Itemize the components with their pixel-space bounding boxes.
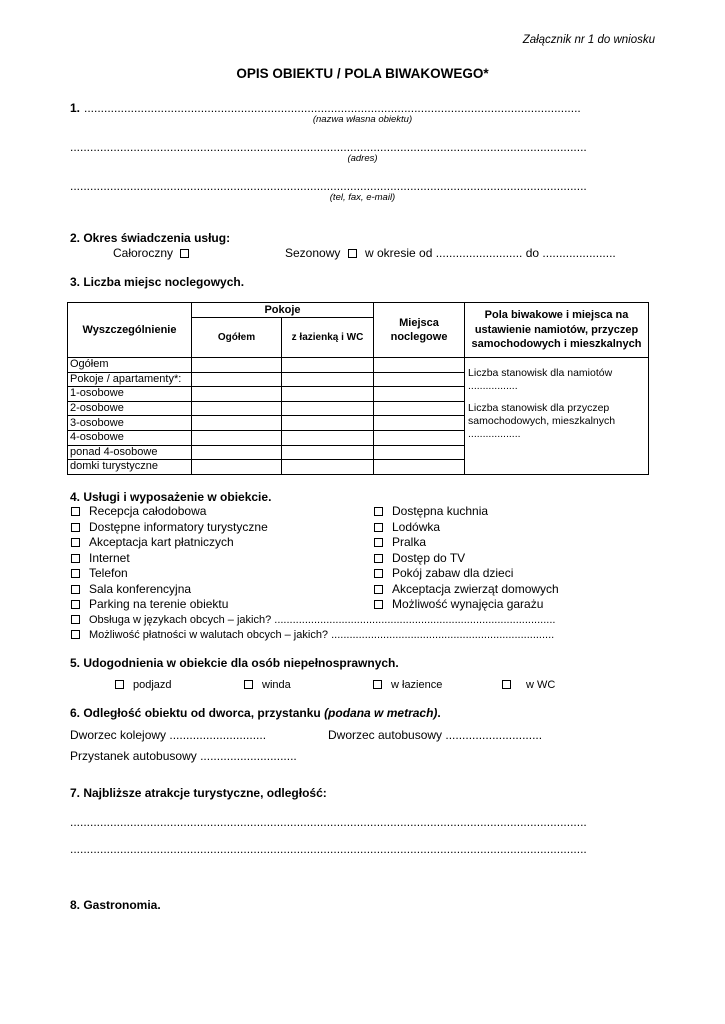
section5-heading: 5. Udogodnienia w obiekcie dla osób niepełnosprawnych.: [70, 656, 399, 670]
col-rooms-header: Pokoje: [192, 303, 374, 318]
service-checkbox[interactable]: [374, 585, 383, 594]
service-item[interactable]: [374, 520, 559, 536]
cell-beds[interactable]: [374, 460, 465, 475]
bathroom-label: w łazience: [391, 679, 443, 691]
ramp-checkbox[interactable]: [115, 680, 124, 689]
service-item[interactable]: [71, 535, 268, 551]
row-label: Ogółem: [68, 358, 192, 373]
service-item[interactable]: [71, 504, 268, 520]
service-checkbox[interactable]: [71, 569, 80, 578]
foreign-currency-label: Możliwość płatności w walutach obcych – jakich? .........................................................................: [89, 629, 555, 641]
foreign-language-checkbox[interactable]: [71, 615, 80, 624]
trailer-spots-field[interactable]: Liczba stanowisk dla przyczep samochodowych, mieszkalnych ..................: [468, 402, 616, 440]
page-title: OPIS OBIEKTU / POLA BIWAKOWEGO*: [236, 66, 489, 81]
service-label: Internet: [89, 550, 130, 565]
cell-bath[interactable]: [282, 387, 374, 402]
service-item[interactable]: [374, 566, 559, 582]
service-checkbox[interactable]: [374, 523, 383, 532]
elevator-label: winda: [262, 679, 291, 691]
section6-heading-text: 6. Odległość obiektu od dworca, przystanku: [70, 706, 325, 720]
bus-stop-field[interactable]: Przystanek autobusowy .............................: [70, 749, 297, 763]
service-checkbox[interactable]: [374, 554, 383, 563]
service-label: Akceptacja kart płatniczych: [89, 535, 234, 549]
bathroom-option[interactable]: [373, 679, 442, 691]
service-checkbox[interactable]: [374, 600, 383, 609]
col-bath-header: z łazienką i WC: [282, 318, 374, 358]
cell-total[interactable]: [192, 445, 282, 460]
contact-field[interactable]: ...........................................................................................................................................................: [70, 179, 587, 193]
col-camp-header: Pola biwakowe i miejsca na ustawienie namiotów, przyczep samochodowych i mieszkalnych: [465, 303, 649, 358]
cell-beds[interactable]: [374, 358, 465, 373]
section6-heading: [70, 706, 441, 720]
service-item[interactable]: [71, 597, 268, 613]
seasonal-label: Sezonowy: [285, 246, 341, 260]
accommodation-table: [67, 302, 649, 475]
cell-bath[interactable]: [282, 358, 374, 373]
foreign-currency-item[interactable]: [71, 628, 554, 644]
address-caption: (adres): [347, 153, 378, 164]
cell-total[interactable]: [192, 416, 282, 431]
object-name-caption: (nazwa własna obiektu): [312, 114, 413, 125]
service-label: Możliwość wynajęcia garażu: [392, 597, 544, 611]
service-checkbox[interactable]: [374, 569, 383, 578]
row-label: 2-osobowe: [68, 401, 192, 416]
contact-caption: (tel, fax, e-mail): [329, 192, 396, 203]
service-item[interactable]: [71, 582, 268, 598]
service-item[interactable]: [374, 551, 559, 567]
services-left-list: [71, 504, 268, 613]
service-item[interactable]: [374, 582, 559, 598]
service-checkbox[interactable]: [71, 554, 80, 563]
services-right-list: [374, 504, 559, 613]
rail-station-field[interactable]: Dworzec kolejowy .............................: [70, 728, 267, 742]
row-label: Pokoje / apartamenty*:: [68, 372, 192, 387]
cell-bath[interactable]: [282, 445, 374, 460]
object-name-field[interactable]: .....................................................................................................................................................: [84, 101, 581, 115]
address-field[interactable]: ...........................................................................................................................................................: [70, 140, 587, 154]
ramp-label: podjazd: [133, 679, 172, 691]
cell-beds[interactable]: [374, 387, 465, 402]
col-beds-header: Miejsca noclegowe: [374, 303, 465, 358]
camp-info-cell[interactable]: [465, 358, 649, 475]
service-label: Parking na terenie obiektu: [89, 597, 229, 611]
service-checkbox[interactable]: [71, 585, 80, 594]
cell-beds[interactable]: [374, 372, 465, 387]
cell-total[interactable]: [192, 372, 282, 387]
foreign-language-label: Obsługa w językach obcych – jakich? ............................................................................................: [89, 614, 556, 626]
service-label: Telefon: [89, 566, 128, 580]
cell-bath[interactable]: [282, 401, 374, 416]
service-item[interactable]: [374, 597, 559, 613]
service-label: Recepcja całodobowa: [89, 504, 207, 518]
season-period-field[interactable]: w okresie od .......................... do ......................: [365, 246, 616, 260]
ramp-option[interactable]: [115, 679, 172, 691]
attractions-field-1[interactable]: ...........................................................................................................................................................: [70, 815, 587, 829]
wc-label: w WC: [526, 679, 556, 691]
cell-bath[interactable]: [282, 372, 374, 387]
bathroom-checkbox[interactable]: [373, 680, 382, 689]
service-label: Lodówka: [392, 519, 441, 534]
service-item[interactable]: [374, 535, 559, 551]
wc-option[interactable]: [502, 679, 555, 691]
service-checkbox[interactable]: [71, 507, 80, 516]
seasonal-option[interactable]: [285, 246, 366, 260]
service-checkbox[interactable]: [71, 538, 80, 547]
section6-heading-unit: (podana w metrach): [324, 706, 438, 720]
service-item[interactable]: [71, 520, 268, 536]
service-label: Sala konferencyjna: [89, 581, 192, 596]
row-label: 3-osobowe: [68, 416, 192, 431]
cell-total[interactable]: [192, 430, 282, 445]
elevator-checkbox[interactable]: [244, 680, 253, 689]
cell-total[interactable]: [192, 401, 282, 416]
service-checkbox[interactable]: [71, 523, 80, 532]
cell-total[interactable]: [192, 358, 282, 373]
foreign-currency-checkbox[interactable]: [71, 630, 80, 639]
row-label: 1-osobowe: [68, 387, 192, 402]
cell-bath[interactable]: [282, 416, 374, 431]
cell-bath[interactable]: [282, 460, 374, 475]
service-item[interactable]: [374, 504, 559, 520]
section4-heading: 4. Usługi i wyposażenie w obiekcie.: [70, 490, 272, 504]
service-label: Dostępne informatory turystyczne: [89, 519, 268, 534]
section1-number: 1.: [70, 101, 81, 115]
cell-total[interactable]: [192, 460, 282, 475]
bus-station-field[interactable]: Dworzec autobusowy .............................: [328, 728, 543, 742]
service-label: Pralka: [392, 535, 427, 549]
col-total-header: Ogółem: [192, 318, 282, 358]
service-label: Dostępna kuchnia: [392, 504, 489, 518]
cell-total[interactable]: [192, 387, 282, 402]
table-row: [68, 358, 649, 373]
cell-beds[interactable]: [374, 401, 465, 416]
service-checkbox[interactable]: [71, 600, 80, 609]
service-checkbox[interactable]: [374, 538, 383, 547]
row-label: ponad 4-osobowe: [68, 445, 192, 460]
service-item[interactable]: [71, 551, 268, 567]
cell-beds[interactable]: [374, 430, 465, 445]
cell-beds[interactable]: [374, 445, 465, 460]
service-label: Dostęp do TV: [392, 550, 466, 565]
year-round-option[interactable]: [113, 246, 198, 260]
section7-heading: 7. Najbliższe atrakcje turystyczne, odległość:: [70, 786, 327, 800]
col-item-header: Wyszczególnienie: [68, 303, 192, 358]
service-label: Pokój zabaw dla dzieci: [392, 566, 514, 580]
wc-checkbox[interactable]: [502, 680, 511, 689]
year-round-checkbox[interactable]: [180, 249, 189, 258]
cell-bath[interactable]: [282, 430, 374, 445]
section8-heading: 8. Gastronomia.: [70, 898, 161, 912]
section3-heading: 3. Liczba miejsc noclegowych.: [70, 275, 245, 289]
attractions-field-2[interactable]: ...........................................................................................................................................................: [70, 842, 587, 856]
tent-spots-field[interactable]: Liczba stanowisk dla namiotów .................: [468, 367, 613, 392]
service-item[interactable]: [71, 566, 268, 582]
service-checkbox[interactable]: [374, 507, 383, 516]
row-label: domki turystyczne: [68, 460, 192, 475]
service-label: Akceptacja zwierząt domowych: [392, 581, 559, 596]
section6-heading-end: .: [437, 706, 441, 720]
annex-note: Załącznik nr 1 do wniosku: [522, 34, 655, 46]
seasonal-checkbox[interactable]: [348, 249, 357, 258]
year-round-label: Całoroczny: [113, 246, 174, 260]
row-label: 4-osobowe: [68, 430, 192, 445]
elevator-option[interactable]: [244, 679, 291, 691]
foreign-language-item[interactable]: [71, 613, 555, 629]
cell-beds[interactable]: [374, 416, 465, 431]
section2-heading: 2. Okres świadczenia usług:: [70, 231, 231, 245]
